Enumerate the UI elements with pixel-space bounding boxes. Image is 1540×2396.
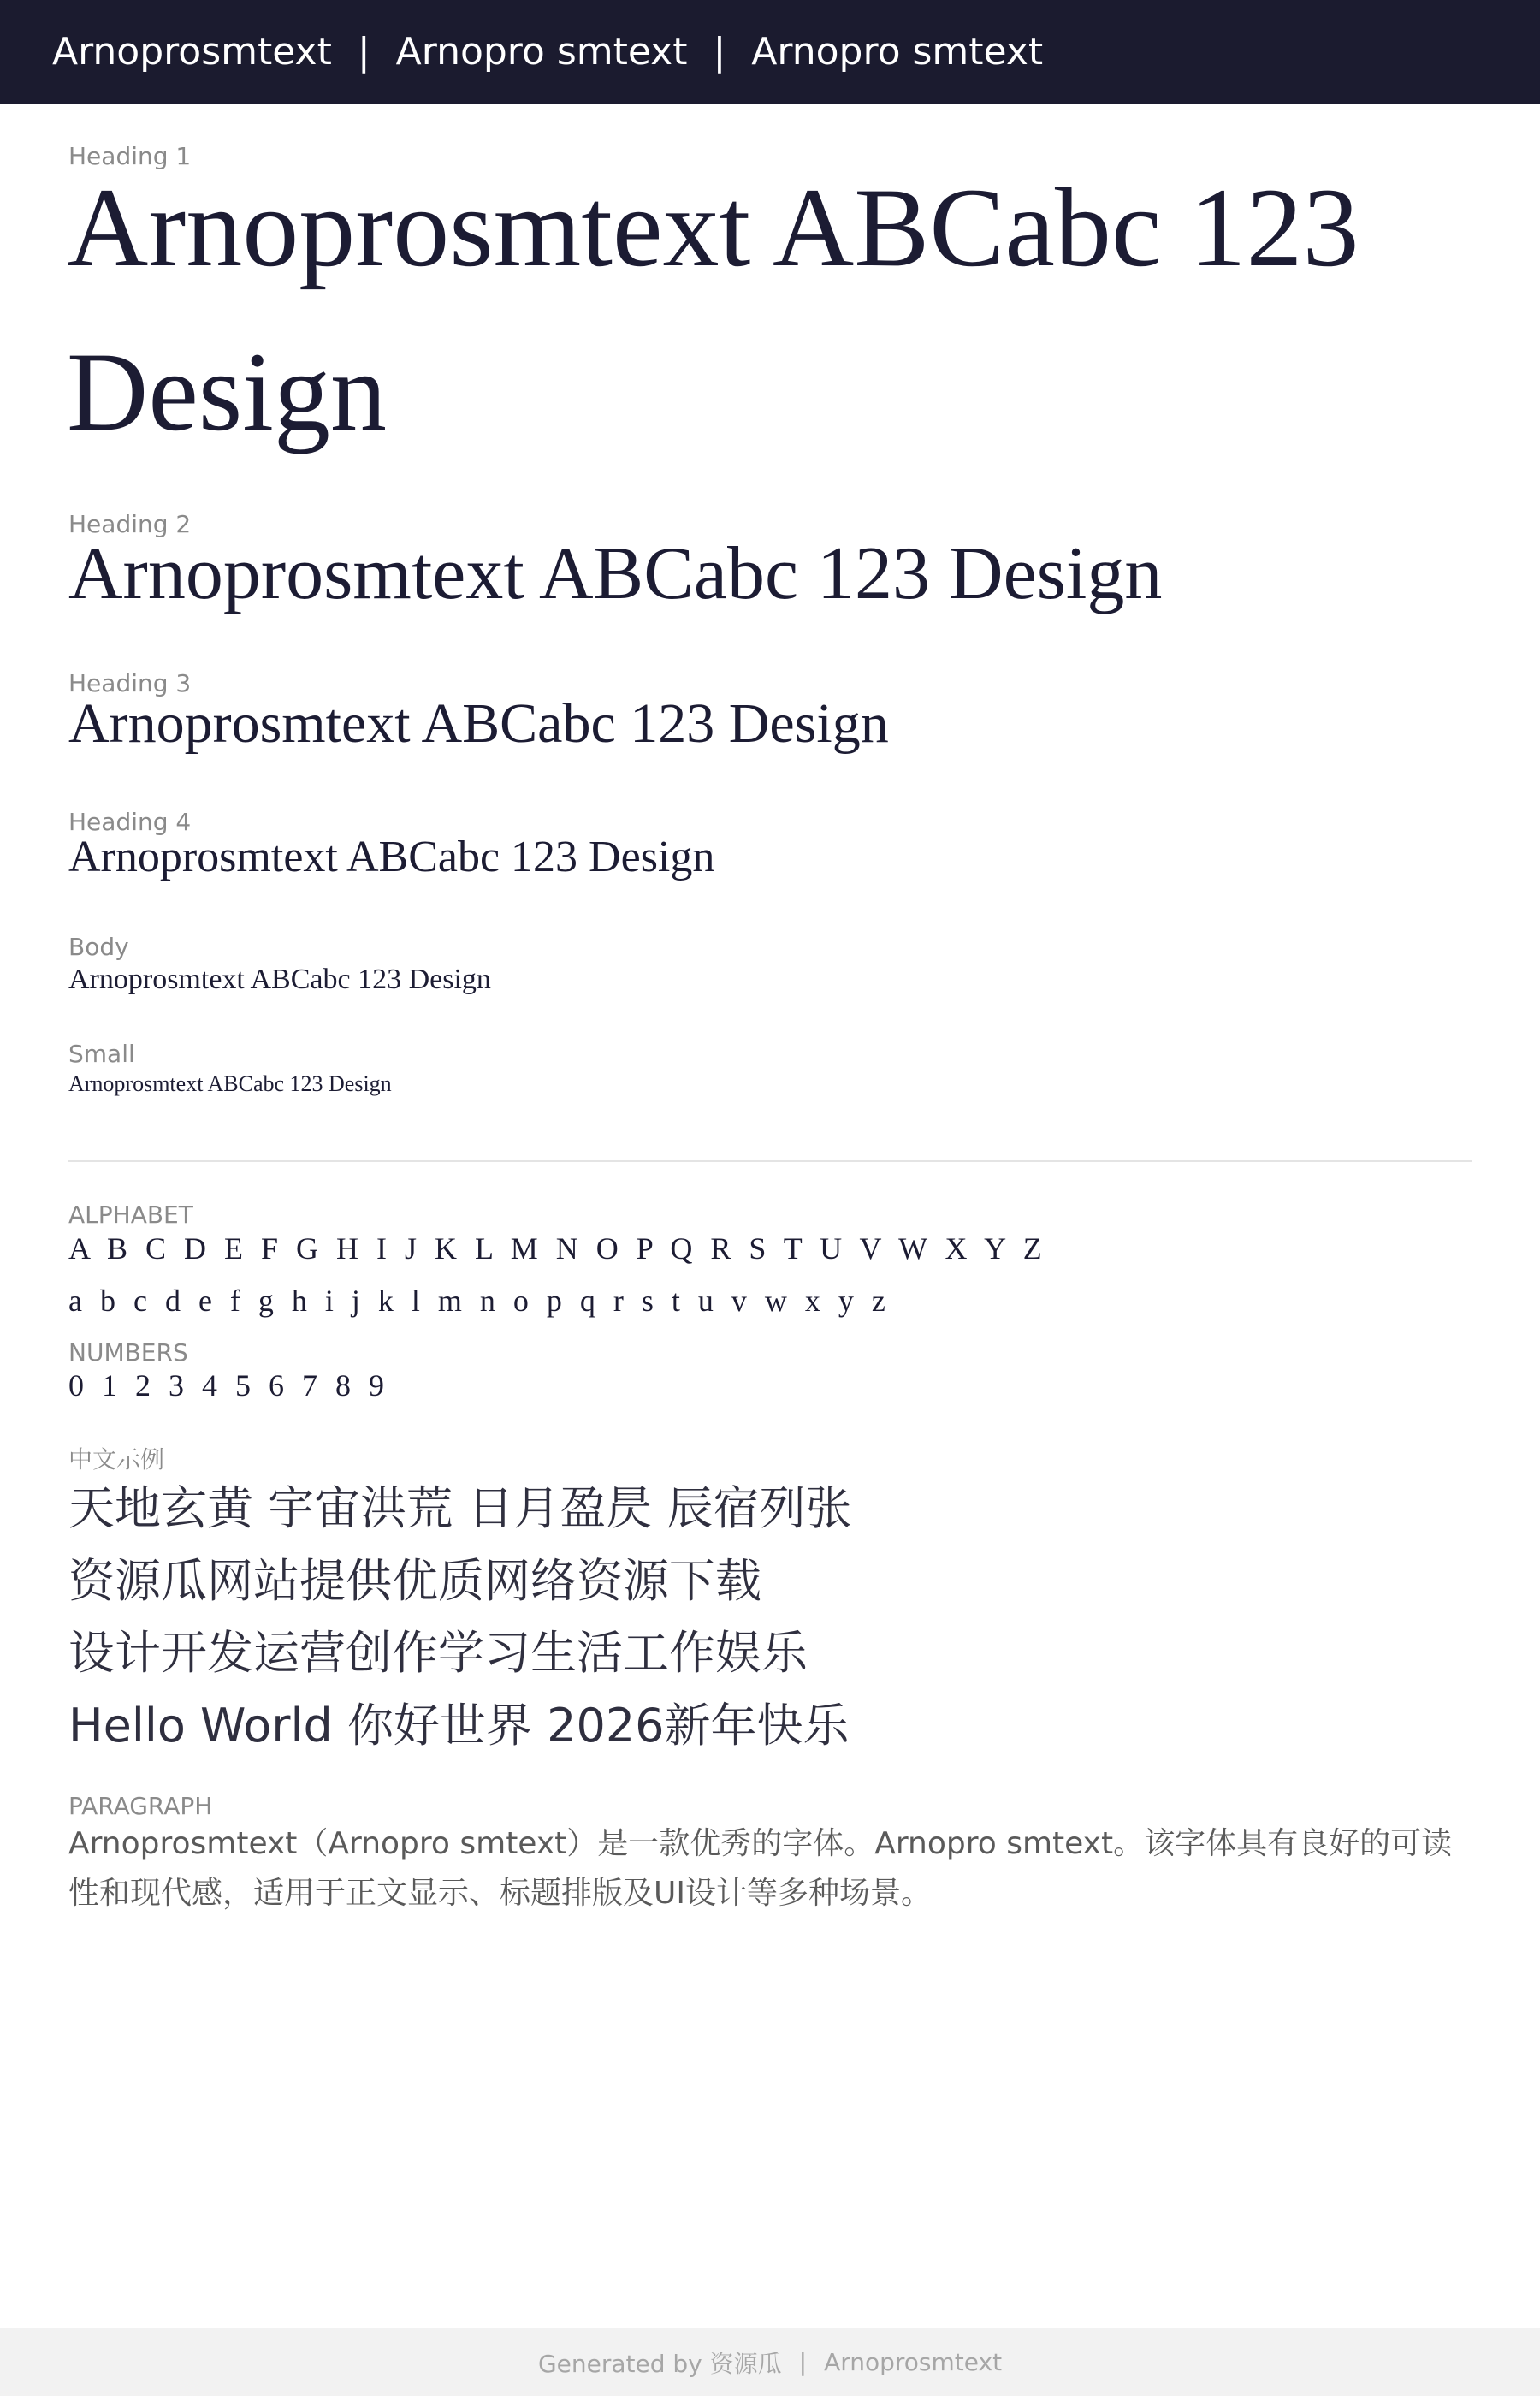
footer	[0, 2328, 1540, 2396]
body-sample: Arnoprosmtext ABCabc 123 Design	[68, 964, 491, 995]
header-separator: |	[713, 30, 726, 74]
heading-1-sample: Arnoprosmtext ABCabc 123 Design	[67, 164, 1359, 454]
chinese-sample-line: 资源瓜网站提供优质网络资源下载	[68, 1554, 761, 1608]
heading-3-sample: Arnoprosmtext ABCabc 123 Design	[68, 692, 889, 755]
heading-4-label: Heading 4	[68, 808, 192, 836]
alphabet-label: ALPHABET	[68, 1201, 193, 1229]
small-label: Small	[68, 1040, 135, 1068]
font-name-primary: Arnoprosmtext	[52, 30, 332, 74]
paragraph-label: PARAGRAPH	[68, 1792, 213, 1820]
chinese-sample-line: 天地玄黄 宇宙洪荒 日月盈昃 辰宿列张	[68, 1481, 852, 1535]
heading-4-sample: Arnoprosmtext ABCabc 123 Design	[68, 833, 715, 881]
lowercase-alphabet: a b c d e f g h i j k l m n o p q r s t u v w x y z	[68, 1284, 891, 1318]
footer-separator: |	[798, 2348, 808, 2376]
chinese-sample-line: 设计开发运营创作学习生活工作娱乐	[68, 1626, 808, 1680]
font-name-alias: Arnopro smtext	[395, 30, 688, 74]
paragraph-sample: Arnoprosmtext（Arnopro smtext）是一款优秀的字体。Arnopro smtext。该字体具有良好的可读性和现代感，适用于正文显示、标题排版及UI设计等多种场景。	[68, 1826, 1453, 1911]
footer-font-name: Arnoprosmtext	[824, 2348, 1003, 2376]
heading-3-label: Heading 3	[68, 669, 192, 697]
font-name-alias: Arnopro smtext	[751, 30, 1044, 74]
footer-generated-text: Generated by 资源瓜	[537, 2349, 782, 2378]
heading-1-label: Heading 1	[68, 142, 192, 170]
header-separator: |	[357, 30, 370, 74]
chinese-label: 中文示例	[68, 1445, 165, 1474]
numbers-sample: 0 1 2 3 4 5 6 7 8 9	[68, 1368, 389, 1403]
numbers-label: NUMBERS	[68, 1338, 188, 1367]
heading-2-label: Heading 2	[68, 510, 192, 538]
chinese-sample-line: Hello World 你好世界 2026新年快乐	[68, 1699, 850, 1753]
heading-2-sample: Arnoprosmtext ABCabc 123 Design	[68, 532, 1163, 615]
small-sample: Arnoprosmtext ABCabc 123 Design	[68, 1071, 392, 1096]
section-divider	[68, 1160, 1472, 1162]
top-bar	[0, 0, 1540, 104]
body-label: Body	[68, 933, 129, 961]
uppercase-alphabet: A B C D E F G H I J K L M N O P Q R S T U V W X Y Z	[68, 1231, 1047, 1266]
